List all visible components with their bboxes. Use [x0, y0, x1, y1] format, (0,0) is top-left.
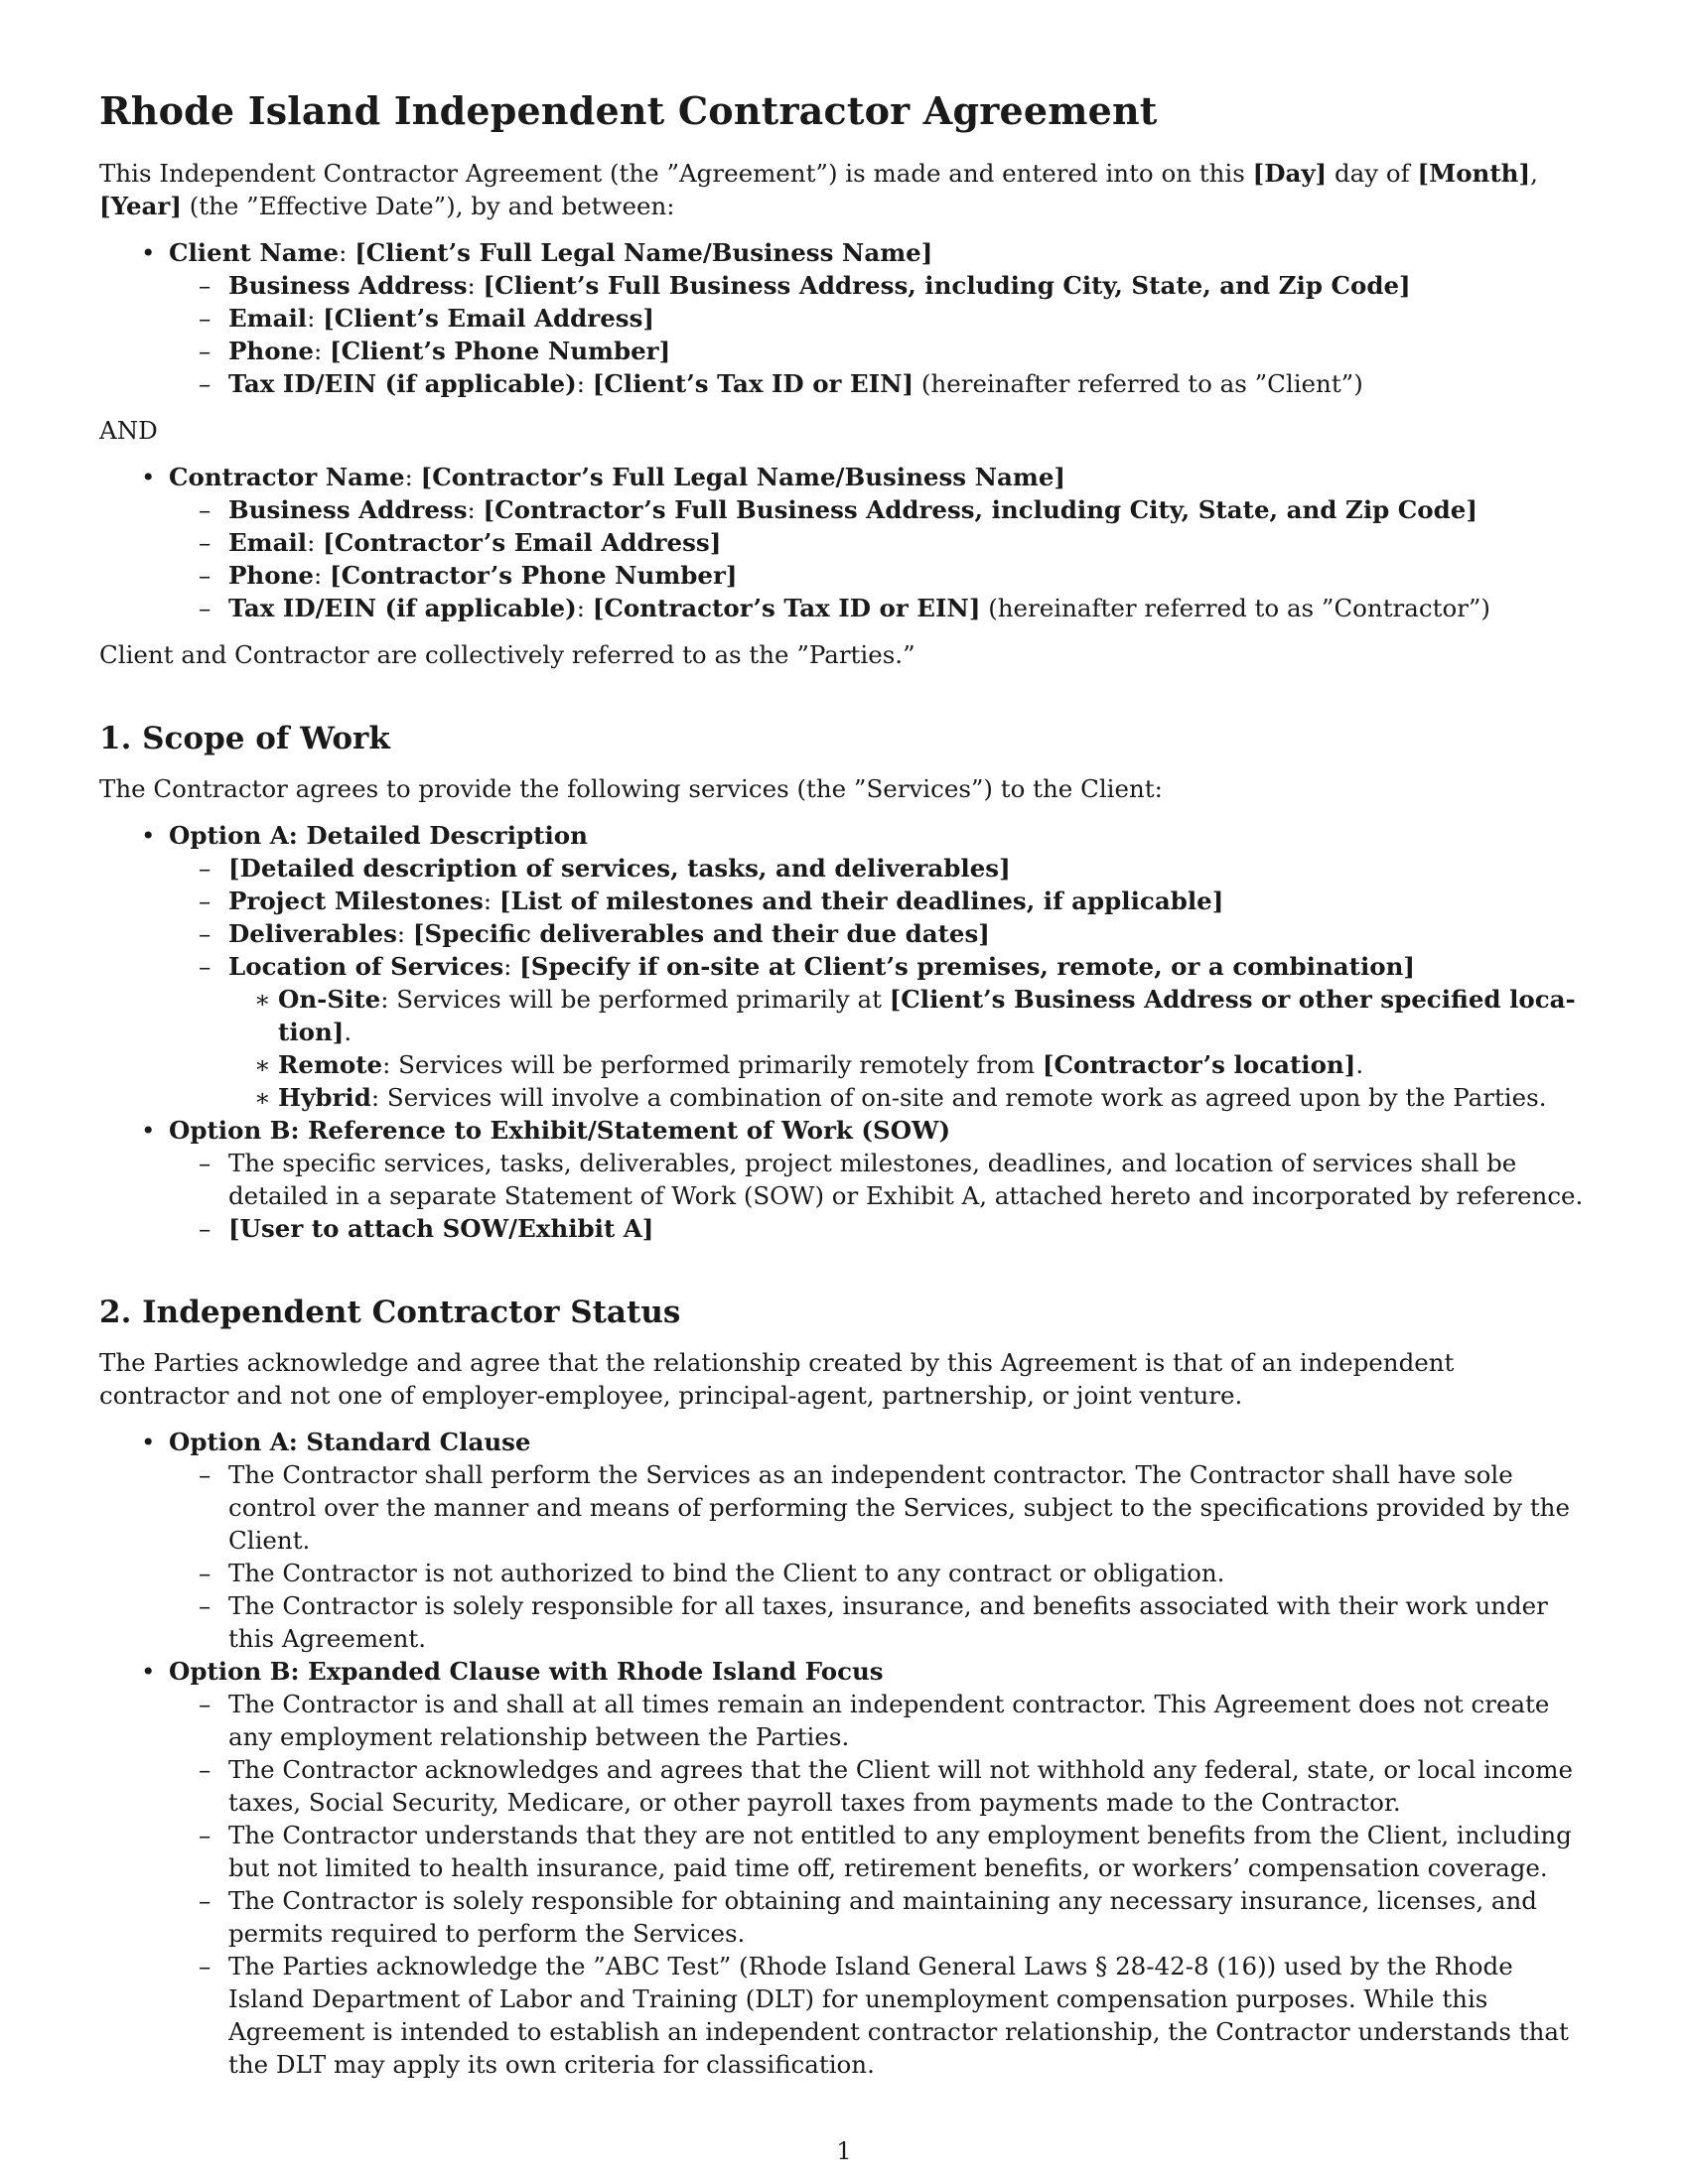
field-label: Contractor Name	[169, 463, 405, 491]
field-label: Tax ID/EIN (if applicable)	[228, 369, 577, 398]
list-text: The Contractor is not authorized to bind the Client to any contract or obligation.	[228, 1559, 1225, 1587]
location-options	[228, 983, 1589, 1114]
dash-icon: –	[199, 369, 211, 398]
bullet-icon: •	[141, 238, 156, 267]
asterisk-icon: ∗	[254, 985, 271, 1014]
bullet-icon: •	[141, 463, 156, 491]
list-item	[169, 1212, 1589, 1245]
field-value: [Client’s Full Business Address, including City, State, and Zip Code]	[483, 271, 1411, 300]
client-field-item: – Phone: [Client’s Phone Number]	[199, 337, 671, 365]
list-text: The Parties acknowledge the ”ABC Test” (Rhode Island General Laws § 28-42-8 (16)) used by the Rhode Island Department of Labor and Training (DLT) for unemployment compensation purposes. While this Agreement is intended to establish an independent contractor relationship, the Contractor understands that the DLT may apply its own criteria for classification.	[228, 1952, 1569, 2079]
contractor-fields	[169, 493, 1589, 624]
list-text: The specific services, tasks, deliverables, project milestones, deadlines, and location of services shall be detailed in a separate Statement of Work (SOW) or Exhibit A, attached hereto and incorporated by reference.	[228, 1149, 1584, 1210]
field-value: [User to attach SOW/Exhibit A]	[228, 1214, 654, 1243]
field-value: [Detailed description of services, tasks, and deliverables]	[228, 854, 1011, 883]
day-placeholder: [Day]	[1252, 159, 1328, 188]
list-item	[169, 1884, 1589, 1950]
year-placeholder: [Year]	[99, 192, 182, 220]
dash-icon: –	[199, 271, 211, 300]
dash-icon: –	[199, 1149, 211, 1177]
field-value: [Contractor’s Tax ID or EIN]	[592, 594, 981, 622]
field-value: [Contractor’s location]	[1042, 1050, 1356, 1079]
document-page	[99, 87, 1589, 2095]
field-label: Phone	[228, 561, 314, 590]
field-label: Tax ID/EIN (if applicable)	[228, 594, 577, 622]
list-item: – Project Milestones: [List of milestones and their deadlines, if applicable]	[199, 887, 1224, 915]
list-item	[169, 1557, 1589, 1589]
client-field-item: – Email: [Client’s Email Address]	[199, 304, 654, 333]
list-text: The Contractor is solely responsible for obtaining and maintaining any necessary insurance, licenses, and permits required to perform the Services.	[228, 1886, 1537, 1948]
client-fields	[169, 269, 1589, 400]
month-placeholder: [Month]	[1417, 159, 1531, 188]
dash-icon: –	[199, 952, 211, 981]
contractor-field-item: – Phone: [Contractor’s Phone Number]	[199, 561, 738, 590]
status-intro: The Parties acknowledge and agree that the relationship created by this Agreement is that of an independent contractor and not one of employer-employee, principal-agent, partnership, or joint venture.	[99, 1348, 1455, 1410]
list-item	[169, 1753, 1589, 1819]
field-label: Business Address	[228, 495, 468, 524]
scope-option-b	[99, 1114, 1589, 1245]
status-option-b	[99, 1655, 1589, 2081]
list-item	[169, 1147, 1589, 1212]
field-label: Phone	[228, 337, 314, 365]
dash-icon: –	[199, 887, 211, 915]
list-item	[169, 1458, 1589, 1557]
client-field-item: – Tax ID/EIN (if applicable): [Client’s Tax ID or EIN] (hereinafter referred to as ”Client”)	[199, 369, 1363, 398]
scope-options	[99, 819, 1589, 1245]
contractor-name-item: • Contractor Name: [Contractor’s Full Legal Name/Business Name] – Business Address: [Contractor’s Full Business Address, including City, State, and Zip Code] – Email: [Contractor’s Email Address] – Phone: [Contractor’s Phone Number] – Tax ID/EIN (if applicable): [Contractor’s Tax ID or EIN] (hereinafter referred to as ”Contractor”)	[99, 461, 1589, 624]
dash-icon: –	[199, 337, 211, 365]
field-value: [Specify if on-site at Client’s premises, remote, or a combination]	[519, 952, 1416, 981]
intro-text: (the ”Effective Date”), by and between:	[181, 192, 675, 220]
option-title: Option A: Standard Clause	[169, 1428, 531, 1456]
status-option-a	[99, 1426, 1589, 1655]
dash-icon: –	[199, 528, 211, 557]
list-item: ∗ Remote: Services will be performed primarily remotely from [Contractor’s location].	[254, 1050, 1364, 1079]
dash-icon: –	[199, 495, 211, 524]
list-text: The Contractor acknowledges and agrees that the Client will not withhold any federal, state, or local income taxes, Social Security, Medicare, or other payroll taxes from payments made to the Contractor.	[228, 1755, 1573, 1817]
and-separator: AND	[99, 416, 158, 445]
field-label: Client Name	[169, 238, 340, 267]
list-text: The Contractor understands that they are not entitled to any employment benefits from the Client, including but not limited to health insurance, paid time off, retirement benefits, or workers’ compensation coverage.	[228, 1821, 1572, 1882]
document-title: Rhode Island Independent Contractor Agreement	[99, 88, 1158, 133]
parties-paragraph: Client and Contractor are collectively referred to as the ”Parties.”	[99, 640, 915, 669]
field-label: Location of Services	[228, 952, 504, 981]
option-a-items	[169, 852, 1589, 1114]
intro-text: This Independent Contractor Agreement (the ”Agreement”) is made and entered into on this	[99, 159, 1253, 188]
contractor-list	[99, 461, 1589, 624]
asterisk-icon: ∗	[254, 1083, 271, 1112]
field-label: Email	[228, 304, 308, 333]
bullet-icon: •	[141, 821, 156, 850]
list-item: – Deliverables: [Specific deliverables and their due dates]	[199, 919, 990, 948]
list-text: The Contractor shall perform the Services as an independent contractor. The Contractor shall have sole control over the manner and means of performing the Services, subject to the specifications provided by the Client.	[228, 1460, 1570, 1555]
list-text: The Contractor is solely responsible for all taxes, insurance, and benefits associated with their work under this Agreement.	[228, 1591, 1548, 1653]
option-title: Option B: Expanded Clause with Rhode Island Focus	[169, 1657, 884, 1686]
dash-icon: –	[199, 594, 211, 622]
asterisk-icon: ∗	[254, 1050, 271, 1079]
field-value: [Contractor’s Email Address]	[323, 528, 722, 557]
contractor-field-item: – Business Address: [Contractor’s Full Business Address, including City, State, and Zip Code]	[199, 495, 1477, 524]
dash-icon: –	[199, 854, 211, 883]
field-label: Remote	[278, 1050, 383, 1079]
list-item	[169, 1950, 1589, 2081]
intro-paragraph	[99, 157, 1589, 222]
field-value: [Contractor’s Full Legal Name/Business Name]	[420, 463, 1066, 491]
field-value: [Client’s Phone Number]	[330, 337, 671, 365]
list-text: : Services will involve a combination of on-site and remote work as agreed upon by the Parties.	[370, 1083, 1547, 1112]
field-value: [Client’s Business Address or other specified loca-tion]	[278, 985, 1576, 1046]
contractor-field-item: – Email: [Contractor’s Email Address]	[199, 528, 722, 557]
dash-icon: –	[199, 1690, 211, 1718]
option-title: Option A: Detailed Description	[169, 821, 588, 850]
list-item	[228, 1081, 1589, 1114]
bullet-icon: •	[141, 1428, 156, 1456]
field-tail: (hereinafter referred to as ”Client”)	[914, 369, 1363, 398]
dash-icon: –	[199, 561, 211, 590]
field-tail: (hereinafter referred to as ”Contractor”)	[980, 594, 1490, 622]
list-item: ∗ On-Site: Services will be performed primarily at [Client’s Business Address or other specified loca-tion].	[254, 985, 1576, 1046]
scope-intro: The Contractor agrees to provide the following services (the ”Services”) to the Client:	[99, 774, 1163, 803]
status-b-items	[169, 1688, 1589, 2081]
dash-icon: –	[199, 919, 211, 948]
client-name-item: • Client Name: [Client’s Full Legal Name/Business Name] – Business Address: [Client’s Full Business Address, including City, State, and Zip Code] – Email: [Client’s Email Address] – Phone: [Client’s Phone Number] – Tax ID/EIN (if applicable): [Client’s Tax ID or EIN] (hereinafter referred to as ”Client”)	[99, 236, 1589, 400]
dash-icon: –	[199, 1559, 211, 1587]
dash-icon: –	[199, 1755, 211, 1784]
field-label: Business Address	[228, 271, 468, 300]
bullet-icon: •	[141, 1657, 156, 1686]
field-value: [List of milestones and their deadlines, if applicable]	[498, 887, 1224, 915]
field-value: [Client’s Email Address]	[323, 304, 654, 333]
list-item	[169, 1688, 1589, 1753]
contractor-field-item: – Tax ID/EIN (if applicable): [Contractor’s Tax ID or EIN] (hereinafter referred to as ”Contractor”)	[199, 594, 1490, 622]
field-label: Deliverables	[228, 919, 397, 948]
intro-text: ,	[1530, 159, 1538, 188]
dash-icon: –	[199, 1886, 211, 1915]
field-value: [Specific deliverables and their due dates]	[412, 919, 990, 948]
dash-icon: –	[199, 1460, 211, 1489]
field-value: [Contractor’s Phone Number]	[330, 561, 738, 590]
list-item: – Location of Services: [Specify if on-site at Client’s premises, remote, or a combination] ∗ On-Site: Services will be performed primarily at [Client’s Business Address or other specified loca-tion]. ∗ Remote: Services will be performed primarily remotely from [Contractor’s location]. ∗ Hybrid: Services will involve a combination of on-site and remote work as agreed upon by the Parties.	[169, 950, 1589, 1114]
dash-icon: –	[199, 1214, 211, 1243]
client-field-item: – Business Address: [Client’s Full Business Address, including City, State, and Zip Code]	[199, 271, 1411, 300]
field-label: Project Milestones	[228, 887, 484, 915]
field-label: On-Site	[278, 985, 381, 1014]
option-b-items	[169, 1147, 1589, 1245]
section-heading-status: 2. Independent Contractor Status	[99, 1295, 681, 1330]
field-label: Hybrid	[278, 1083, 371, 1112]
option-title: Option B: Reference to Exhibit/Statement of Work (SOW)	[169, 1116, 951, 1145]
dash-icon: –	[199, 1591, 211, 1620]
dash-icon: –	[199, 1821, 211, 1849]
field-value: [Contractor’s Full Business Address, including City, State, and Zip Code]	[483, 495, 1477, 524]
list-text: The Contractor is and shall at all times remain an independent contractor. This Agreement does not create any employment relationship between the Parties.	[228, 1690, 1550, 1751]
status-options	[99, 1426, 1589, 2081]
list-text: : Services will be performed primarily at	[380, 985, 890, 1014]
bullet-icon: •	[141, 1116, 156, 1145]
intro-text: day of	[1327, 159, 1418, 188]
list-text: : Services will be performed primarily remotely from	[382, 1050, 1043, 1079]
list-item	[169, 1819, 1589, 1884]
field-label: Email	[228, 528, 308, 557]
field-value: [Client’s Tax ID or EIN]	[592, 369, 914, 398]
dash-icon: –	[199, 304, 211, 333]
client-list	[99, 236, 1589, 400]
status-a-items	[169, 1458, 1589, 1655]
page-number: 1	[836, 2137, 852, 2165]
dash-icon: –	[199, 1952, 211, 1980]
list-item	[169, 852, 1589, 885]
list-item	[169, 1589, 1589, 1655]
scope-option-a	[99, 819, 1589, 1114]
section-heading-scope: 1. Scope of Work	[99, 721, 390, 756]
field-value: [Client’s Full Legal Name/Business Name]	[354, 238, 933, 267]
